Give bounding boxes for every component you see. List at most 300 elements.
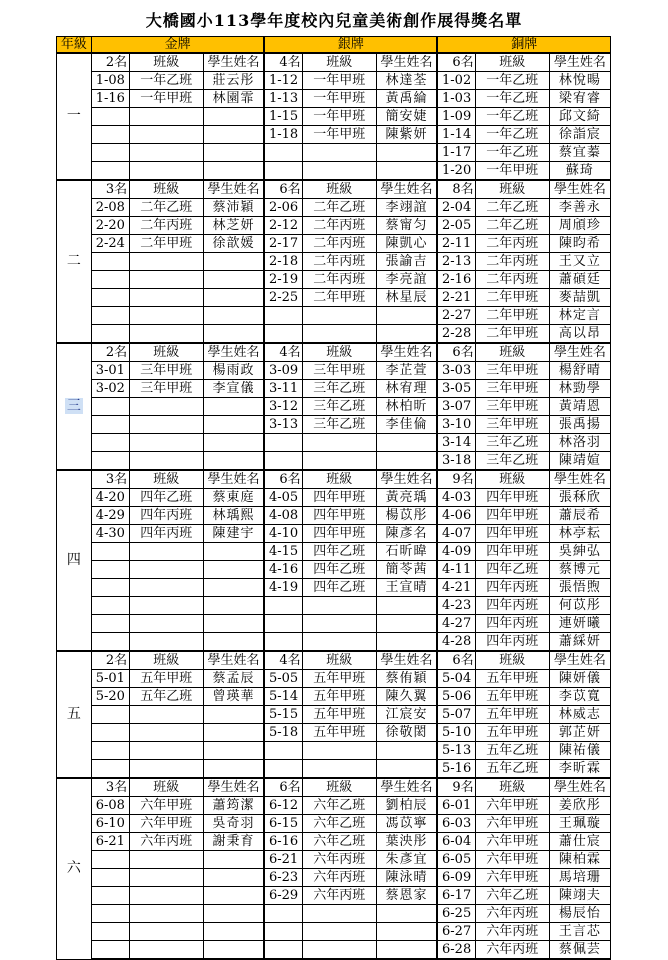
bronze-student: 陳祐儀: [549, 742, 610, 760]
gold-student: 林園霏: [203, 90, 264, 108]
silver-name-label: 學生姓名: [376, 343, 437, 362]
bronze-name-label: 學生姓名: [549, 343, 610, 362]
gold-number: [91, 742, 129, 760]
bronze-count: 6名: [437, 651, 475, 670]
grade-subheader-row: [57, 343, 611, 362]
bronze-student: 林定言: [549, 307, 610, 325]
silver-student: 徐敬閎: [376, 724, 437, 742]
table-row: [57, 833, 611, 851]
bronze-class: 一年乙班: [475, 126, 549, 144]
bronze-class: 六年甲班: [475, 869, 549, 887]
gold-class: [129, 398, 203, 416]
silver-number: [264, 452, 302, 471]
gold-student: 曾瑛華: [203, 688, 264, 706]
table-row: [57, 797, 611, 815]
silver-student: [376, 760, 437, 779]
silver-class: 六年丙班: [302, 851, 376, 869]
table-row: [57, 851, 611, 869]
bronze-class-label: 班級: [475, 470, 549, 489]
bronze-class: 六年甲班: [475, 833, 549, 851]
silver-student: 李佳倫: [376, 416, 437, 434]
silver-count: 4名: [264, 651, 302, 670]
gold-student: [203, 742, 264, 760]
gold-number: 1-16: [91, 90, 129, 108]
bronze-class: 三年乙班: [475, 452, 549, 471]
silver-name-label: 學生姓名: [376, 651, 437, 670]
gold-count: 3名: [91, 778, 129, 797]
gold-class-label: 班級: [129, 470, 203, 489]
silver-student: 李芷萱: [376, 362, 437, 380]
grade-label: [57, 53, 92, 180]
bronze-student: 陳翊夫: [549, 887, 610, 905]
bronze-class: 一年乙班: [475, 90, 549, 108]
bronze-number: 3-07: [437, 398, 475, 416]
gold-number: 3-01: [91, 362, 129, 380]
table-header-row: [57, 37, 611, 54]
gold-student: [203, 905, 264, 923]
bronze-count: 6名: [437, 53, 475, 72]
gold-student: 蔡孟辰: [203, 670, 264, 688]
silver-class: 五年甲班: [302, 670, 376, 688]
bronze-student: 麥喆凱: [549, 289, 610, 307]
bronze-student: 蕭綵妍: [549, 633, 610, 652]
silver-student: 陳凱心: [376, 235, 437, 253]
table-row: [57, 307, 611, 325]
silver-class-label: 班級: [302, 651, 376, 670]
silver-number: [264, 597, 302, 615]
bronze-class: 二年甲班: [475, 325, 549, 344]
bronze-class: 四年甲班: [475, 543, 549, 561]
silver-number: 1-13: [264, 90, 302, 108]
bronze-class: 三年甲班: [475, 416, 549, 434]
silver-number: [264, 905, 302, 923]
silver-student: 劉柏辰: [376, 797, 437, 815]
silver-name-label: 學生姓名: [376, 53, 437, 72]
silver-class: 四年乙班: [302, 561, 376, 579]
silver-class: 六年乙班: [302, 833, 376, 851]
gold-student: 徐歆媛: [203, 235, 264, 253]
silver-number: 6-15: [264, 815, 302, 833]
bronze-number: 6-09: [437, 869, 475, 887]
table-row: [57, 543, 611, 561]
gold-class-label: 班級: [129, 651, 203, 670]
bronze-student: 周頎珍: [549, 217, 610, 235]
table-row: [57, 271, 611, 289]
bronze-number: 1-03: [437, 90, 475, 108]
silver-class: 四年乙班: [302, 579, 376, 597]
grade-label-text: 三: [66, 398, 81, 414]
silver-class-label: 班級: [302, 470, 376, 489]
gold-number: 4-30: [91, 525, 129, 543]
bronze-class: 六年丙班: [475, 941, 549, 960]
silver-student: 陳泳晴: [376, 869, 437, 887]
table-row: [57, 126, 611, 144]
gold-number: 2-24: [91, 235, 129, 253]
silver-class: 六年丙班: [302, 887, 376, 905]
table-row: [57, 815, 611, 833]
bronze-class: 四年丙班: [475, 597, 549, 615]
bronze-class: 四年乙班: [475, 561, 549, 579]
bronze-number: 6-04: [437, 833, 475, 851]
silver-class: [302, 633, 376, 652]
gold-number: [91, 162, 129, 181]
silver-number: 4-08: [264, 507, 302, 525]
gold-number: 5-20: [91, 688, 129, 706]
gold-student: [203, 869, 264, 887]
gold-student: [203, 108, 264, 126]
silver-student: [376, 452, 437, 471]
silver-student: 陳久翼: [376, 688, 437, 706]
bronze-class-label: 班級: [475, 778, 549, 797]
silver-student: 石昕暐: [376, 543, 437, 561]
silver-student: 陳彥名: [376, 525, 437, 543]
bronze-number: 4-03: [437, 489, 475, 507]
silver-class-label: 班級: [302, 180, 376, 199]
bronze-class-label: 班級: [475, 651, 549, 670]
silver-number: 5-18: [264, 724, 302, 742]
silver-student: [376, 923, 437, 941]
bronze-student: 林洛羽: [549, 434, 610, 452]
bronze-class: 五年甲班: [475, 724, 549, 742]
gold-student: [203, 126, 264, 144]
bronze-student: 張禹揚: [549, 416, 610, 434]
bronze-number: 2-13: [437, 253, 475, 271]
silver-number: 1-18: [264, 126, 302, 144]
silver-student: 江宸安: [376, 706, 437, 724]
bronze-number: 1-02: [437, 72, 475, 90]
bronze-student: 梁宥睿: [549, 90, 610, 108]
silver-number: [264, 615, 302, 633]
bronze-number: 4-11: [437, 561, 475, 579]
bronze-class: 三年乙班: [475, 434, 549, 452]
table-row: [57, 398, 611, 416]
silver-count: 6名: [264, 778, 302, 797]
table-row: [57, 416, 611, 434]
gold-student: [203, 416, 264, 434]
gold-student: [203, 452, 264, 471]
gold-class: 四年乙班: [129, 489, 203, 507]
gold-number: [91, 271, 129, 289]
silver-number: [264, 307, 302, 325]
gold-class: [129, 325, 203, 344]
gold-count: 2名: [91, 651, 129, 670]
grade-label: [57, 470, 92, 651]
silver-class: [302, 760, 376, 779]
silver-number: 6-16: [264, 833, 302, 851]
bronze-class: 四年甲班: [475, 489, 549, 507]
gold-student: 楊雨政: [203, 362, 264, 380]
bronze-class: 三年甲班: [475, 398, 549, 416]
gold-number: 2-08: [91, 199, 129, 217]
table-row: [57, 199, 611, 217]
gold-student: 蕭筠潔: [203, 797, 264, 815]
gold-class: 六年丙班: [129, 833, 203, 851]
bronze-number: 2-05: [437, 217, 475, 235]
gold-student: 林瑀熙: [203, 507, 264, 525]
silver-number: 6-21: [264, 851, 302, 869]
gold-class: [129, 633, 203, 652]
gold-number: [91, 307, 129, 325]
table-row: [57, 72, 611, 90]
gold-student: [203, 887, 264, 905]
silver-class: 六年乙班: [302, 797, 376, 815]
table-row: [57, 525, 611, 543]
silver-student: 王宣晴: [376, 579, 437, 597]
gold-class: 二年乙班: [129, 199, 203, 217]
gold-class: 一年乙班: [129, 72, 203, 90]
bronze-class: 二年甲班: [475, 289, 549, 307]
table-row: [57, 162, 611, 181]
grade-label: [57, 180, 92, 343]
gold-name-label: 學生姓名: [203, 651, 264, 670]
gold-number: 1-08: [91, 72, 129, 90]
silver-class-label: 班級: [302, 778, 376, 797]
silver-number: 3-11: [264, 380, 302, 398]
bronze-class: 六年丙班: [475, 923, 549, 941]
bronze-student: 李苡寬: [549, 688, 610, 706]
bronze-class-label: 班級: [475, 53, 549, 72]
bronze-number: 6-17: [437, 887, 475, 905]
gold-number: [91, 126, 129, 144]
gold-count: 3名: [91, 470, 129, 489]
silver-number: 6-29: [264, 887, 302, 905]
bronze-student: 陳妍儀: [549, 670, 610, 688]
table-row: [57, 688, 611, 706]
gold-student: [203, 633, 264, 652]
gold-student: [203, 434, 264, 452]
bronze-name-label: 學生姓名: [549, 778, 610, 797]
bronze-number: 1-17: [437, 144, 475, 162]
silver-number: [264, 434, 302, 452]
gold-class: 三年甲班: [129, 362, 203, 380]
table-row: [57, 597, 611, 615]
gold-student: [203, 253, 264, 271]
table-row: [57, 905, 611, 923]
gold-student: [203, 941, 264, 960]
gold-class: 一年甲班: [129, 90, 203, 108]
gold-student: [203, 579, 264, 597]
silver-number: 3-12: [264, 398, 302, 416]
bronze-class: 五年乙班: [475, 760, 549, 779]
silver-number: [264, 923, 302, 941]
silver-number: 5-14: [264, 688, 302, 706]
silver-number: 2-25: [264, 289, 302, 307]
gold-number: [91, 452, 129, 471]
silver-class: 二年丙班: [302, 235, 376, 253]
bronze-number: 2-04: [437, 199, 475, 217]
grade-label: [57, 778, 92, 959]
bronze-number: 6-25: [437, 905, 475, 923]
grade-label-text: 六: [66, 860, 81, 877]
silver-student: [376, 144, 437, 162]
silver-number: [264, 162, 302, 181]
gold-class: 二年甲班: [129, 235, 203, 253]
gold-number: [91, 941, 129, 960]
bronze-class: 五年乙班: [475, 742, 549, 760]
grade-subheader-row: [57, 180, 611, 199]
bronze-student: 何苡彤: [549, 597, 610, 615]
gold-student: 李宣儀: [203, 380, 264, 398]
bronze-number: 4-23: [437, 597, 475, 615]
silver-number: 4-05: [264, 489, 302, 507]
grade-label: [57, 343, 92, 470]
silver-class: 二年丙班: [302, 217, 376, 235]
bronze-student: 楊舒晴: [549, 362, 610, 380]
gold-class: [129, 851, 203, 869]
gold-class: [129, 162, 203, 181]
bronze-number: 6-01: [437, 797, 475, 815]
silver-student: 李翊誼: [376, 199, 437, 217]
gold-student: [203, 597, 264, 615]
bronze-student: 蕭仕宸: [549, 833, 610, 851]
bronze-class: 一年乙班: [475, 144, 549, 162]
table-row: [57, 923, 611, 941]
grade-subheader-row: [57, 53, 611, 72]
bronze-number: 5-13: [437, 742, 475, 760]
gold-class: [129, 289, 203, 307]
bronze-student: 徐詣宸: [549, 126, 610, 144]
bronze-number: 5-10: [437, 724, 475, 742]
silver-class: 四年乙班: [302, 543, 376, 561]
gold-name-label: 學生姓名: [203, 778, 264, 797]
bronze-number: 3-05: [437, 380, 475, 398]
silver-student: 黃亮瑀: [376, 489, 437, 507]
silver-student: 黃禹綸: [376, 90, 437, 108]
bronze-class: 四年甲班: [475, 507, 549, 525]
grade-label-text: 二: [66, 253, 81, 269]
bronze-number: 4-28: [437, 633, 475, 652]
gold-number: [91, 434, 129, 452]
silver-student: 葉泱彤: [376, 833, 437, 851]
bronze-student: 馬培珊: [549, 869, 610, 887]
table-row: [57, 108, 611, 126]
table-row: [57, 452, 611, 471]
gold-class: [129, 561, 203, 579]
bronze-name-label: 學生姓名: [549, 651, 610, 670]
bronze-student: 王珮璇: [549, 815, 610, 833]
gold-count: 2名: [91, 343, 129, 362]
gold-student: 蔡東庭: [203, 489, 264, 507]
silver-class: [302, 452, 376, 471]
silver-class: 三年甲班: [302, 362, 376, 380]
gold-student: [203, 561, 264, 579]
bronze-student: 楊辰怡: [549, 905, 610, 923]
silver-class-label: 班級: [302, 53, 376, 72]
gold-class: [129, 452, 203, 471]
silver-number: 3-13: [264, 416, 302, 434]
silver-student: 楊苡彤: [376, 507, 437, 525]
silver-student: 林宥理: [376, 380, 437, 398]
bronze-student: 張秝欣: [549, 489, 610, 507]
silver-class: 三年乙班: [302, 416, 376, 434]
bronze-student: 邱文綺: [549, 108, 610, 126]
gold-student: [203, 615, 264, 633]
gold-student: [203, 325, 264, 344]
bronze-student: 李昕霖: [549, 760, 610, 779]
bronze-class: 三年甲班: [475, 362, 549, 380]
bronze-student: 高以昂: [549, 325, 610, 344]
silver-class: 五年甲班: [302, 724, 376, 742]
gold-number: [91, 289, 129, 307]
bronze-number: 4-27: [437, 615, 475, 633]
silver-count: 6名: [264, 180, 302, 199]
table-row: [57, 724, 611, 742]
silver-student: 蔡恩家: [376, 887, 437, 905]
gold-student: [203, 923, 264, 941]
bronze-class: 二年丙班: [475, 253, 549, 271]
gold-name-label: 學生姓名: [203, 53, 264, 72]
table-row: [57, 579, 611, 597]
silver-number: 4-10: [264, 525, 302, 543]
gold-number: [91, 597, 129, 615]
gold-class: [129, 307, 203, 325]
bronze-student: 蕭辰希: [549, 507, 610, 525]
silver-number: 1-15: [264, 108, 302, 126]
silver-number: 4-15: [264, 543, 302, 561]
bronze-class: 五年甲班: [475, 688, 549, 706]
bronze-student: 蘇琦: [549, 162, 610, 181]
table-row: [57, 760, 611, 779]
gold-class: [129, 615, 203, 633]
bronze-count: 6名: [437, 343, 475, 362]
gold-class: 二年丙班: [129, 217, 203, 235]
gold-class: [129, 742, 203, 760]
gold-number: [91, 108, 129, 126]
silver-number: 2-06: [264, 199, 302, 217]
silver-class: [302, 923, 376, 941]
gold-student: [203, 543, 264, 561]
header-bronze: 銅牌: [437, 37, 610, 54]
silver-class: 四年甲班: [302, 507, 376, 525]
gold-number: [91, 398, 129, 416]
gold-class: [129, 760, 203, 779]
bronze-class-label: 班級: [475, 180, 549, 199]
bronze-number: 4-09: [437, 543, 475, 561]
gold-class: 四年丙班: [129, 507, 203, 525]
gold-class: [129, 923, 203, 941]
gold-student: [203, 271, 264, 289]
gold-number: [91, 144, 129, 162]
gold-number: 6-10: [91, 815, 129, 833]
bronze-number: 2-11: [437, 235, 475, 253]
table-row: [57, 670, 611, 688]
gold-class: [129, 144, 203, 162]
grade-label-text: 五: [66, 706, 81, 722]
bronze-number: 5-07: [437, 706, 475, 724]
table-row: [57, 144, 611, 162]
bronze-student: 連妍曦: [549, 615, 610, 633]
silver-student: 蔡侑穎: [376, 670, 437, 688]
bronze-count: 8名: [437, 180, 475, 199]
bronze-student: 郭芷妍: [549, 724, 610, 742]
gold-student: [203, 398, 264, 416]
page-title: 大橋國小113學年度校內兒童美術創作展得獎名單: [145, 11, 523, 30]
gold-class: [129, 543, 203, 561]
grade-subheader-row: [57, 470, 611, 489]
silver-student: 簡安婕: [376, 108, 437, 126]
gold-class: [129, 869, 203, 887]
silver-student: 林星辰: [376, 289, 437, 307]
table-row: [57, 507, 611, 525]
bronze-class: 四年甲班: [475, 525, 549, 543]
silver-count: 4名: [264, 343, 302, 362]
bronze-number: 3-14: [437, 434, 475, 452]
silver-class: 五年甲班: [302, 688, 376, 706]
silver-number: 2-19: [264, 271, 302, 289]
silver-number: [264, 742, 302, 760]
gold-number: [91, 869, 129, 887]
bronze-student: 陳靖媗: [549, 452, 610, 471]
